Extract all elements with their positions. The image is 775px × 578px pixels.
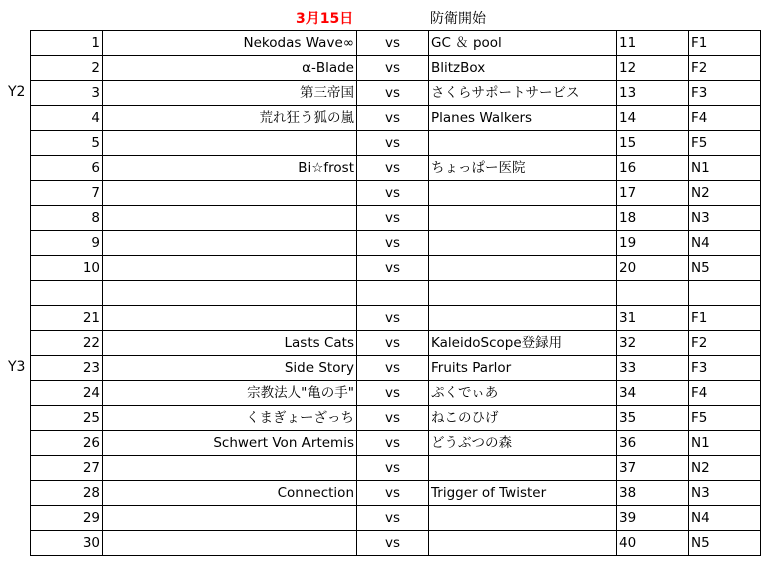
table-row: [31, 156, 761, 181]
cell-home[interactable]: [103, 131, 357, 156]
cell-away[interactable]: Trigger of Twister: [429, 481, 617, 506]
cell-away[interactable]: ちょっぱー医院: [429, 156, 617, 181]
cell-idx[interactable]: 25: [31, 406, 103, 431]
table-row: [31, 406, 761, 431]
cell-home[interactable]: [103, 206, 357, 231]
cell-num[interactable]: 33: [617, 356, 689, 381]
table-row: [31, 281, 761, 306]
match-table: [30, 30, 761, 556]
cell-idx[interactable]: 8: [31, 206, 103, 231]
cell-idx[interactable]: 9: [31, 231, 103, 256]
cell-home[interactable]: [103, 231, 357, 256]
cell-home[interactable]: 荒れ狂う狐の嵐: [103, 106, 357, 131]
schedule-note: 防衛開始: [430, 11, 486, 27]
cell-court[interactable]: F5: [689, 406, 761, 431]
group-label-y2: Y2: [8, 84, 26, 100]
cell-num[interactable]: 20: [617, 256, 689, 281]
table-row: [31, 481, 761, 506]
cell-idx[interactable]: 4: [31, 106, 103, 131]
cell-away[interactable]: ねこのひげ: [429, 406, 617, 431]
cell-away[interactable]: [429, 531, 617, 556]
cell-vs[interactable]: vs: [357, 131, 429, 156]
cell-court[interactable]: N4: [689, 506, 761, 531]
cell-court[interactable]: N1: [689, 156, 761, 181]
cell-num[interactable]: 18: [617, 206, 689, 231]
cell-court[interactable]: F4: [689, 106, 761, 131]
cell-away[interactable]: GC ＆ pool: [429, 31, 617, 56]
table-row: [31, 306, 761, 331]
cell-vs[interactable]: vs: [357, 381, 429, 406]
cell-home[interactable]: Nekodas Wave∞: [103, 31, 357, 56]
cell-vs[interactable]: vs: [357, 456, 429, 481]
cell-vs[interactable]: vs: [357, 306, 429, 331]
cell-home[interactable]: Schwert Von Artemis: [103, 431, 357, 456]
cell-away[interactable]: さくらサポートサービス: [429, 81, 617, 106]
cell-num[interactable]: 15: [617, 131, 689, 156]
cell-num[interactable]: 40: [617, 531, 689, 556]
cell-idx[interactable]: 6: [31, 156, 103, 181]
cell-away[interactable]: [429, 206, 617, 231]
cell-home[interactable]: Side Story: [103, 356, 357, 381]
cell-home[interactable]: [103, 281, 357, 306]
cell-idx[interactable]: 27: [31, 456, 103, 481]
cell-away[interactable]: KaleidoScope登録用: [429, 331, 617, 356]
cell-home[interactable]: [103, 306, 357, 331]
cell-idx[interactable]: 26: [31, 431, 103, 456]
cell-home[interactable]: [103, 506, 357, 531]
cell-vs[interactable]: vs: [357, 56, 429, 81]
cell-idx[interactable]: [31, 281, 103, 306]
cell-away[interactable]: [429, 456, 617, 481]
cell-vs[interactable]: vs: [357, 231, 429, 256]
cell-idx[interactable]: 23: [31, 356, 103, 381]
cell-vs[interactable]: vs: [357, 406, 429, 431]
cell-num[interactable]: 13: [617, 81, 689, 106]
cell-court[interactable]: N3: [689, 206, 761, 231]
cell-vs[interactable]: vs: [357, 506, 429, 531]
table-row: [31, 256, 761, 281]
cell-away[interactable]: Planes Walkers: [429, 106, 617, 131]
cell-away[interactable]: [429, 256, 617, 281]
cell-idx[interactable]: 5: [31, 131, 103, 156]
cell-vs[interactable]: vs: [357, 106, 429, 131]
cell-court[interactable]: N5: [689, 256, 761, 281]
cell-vs[interactable]: vs: [357, 331, 429, 356]
table-row: [31, 356, 761, 381]
cell-home[interactable]: 宗教法人"亀の手": [103, 381, 357, 406]
table-row: [31, 506, 761, 531]
cell-home[interactable]: くまぎょーざっち: [103, 406, 357, 431]
cell-home[interactable]: [103, 181, 357, 206]
cell-num[interactable]: 31: [617, 306, 689, 331]
table-row: [31, 331, 761, 356]
cell-home[interactable]: [103, 256, 357, 281]
cell-home[interactable]: 第三帝国: [103, 81, 357, 106]
cell-home[interactable]: Connection: [103, 481, 357, 506]
table-row: [31, 81, 761, 106]
cell-court[interactable]: N3: [689, 481, 761, 506]
cell-num[interactable]: 14: [617, 106, 689, 131]
cell-vs[interactable]: vs: [357, 156, 429, 181]
table-row: [31, 531, 761, 556]
cell-vs[interactable]: vs: [357, 531, 429, 556]
cell-away[interactable]: [429, 131, 617, 156]
cell-idx[interactable]: 29: [31, 506, 103, 531]
cell-away[interactable]: [429, 506, 617, 531]
schedule-date: 3月15日: [296, 11, 354, 27]
cell-court[interactable]: F3: [689, 81, 761, 106]
table-row: [31, 206, 761, 231]
cell-vs[interactable]: vs: [357, 356, 429, 381]
cell-vs[interactable]: vs: [357, 31, 429, 56]
cell-num[interactable]: 34: [617, 381, 689, 406]
cell-vs[interactable]: vs: [357, 481, 429, 506]
cell-court[interactable]: N5: [689, 531, 761, 556]
cell-idx[interactable]: 30: [31, 531, 103, 556]
cell-num[interactable]: 17: [617, 181, 689, 206]
cell-vs[interactable]: [357, 281, 429, 306]
cell-idx[interactable]: 22: [31, 331, 103, 356]
cell-num[interactable]: 11: [617, 31, 689, 56]
cell-away[interactable]: ぷくでぃあ: [429, 381, 617, 406]
cell-away[interactable]: BlitzBox: [429, 56, 617, 81]
cell-num[interactable]: [617, 281, 689, 306]
cell-court[interactable]: [689, 281, 761, 306]
cell-home[interactable]: α-Blade: [103, 56, 357, 81]
table-row: [31, 56, 761, 81]
table-row: [31, 456, 761, 481]
cell-idx[interactable]: 7: [31, 181, 103, 206]
cell-num[interactable]: 12: [617, 56, 689, 81]
cell-home[interactable]: Bi☆frost: [103, 156, 357, 181]
cell-num[interactable]: 19: [617, 231, 689, 256]
cell-home[interactable]: [103, 531, 357, 556]
cell-court[interactable]: N2: [689, 456, 761, 481]
table-row: [31, 31, 761, 56]
cell-idx[interactable]: 2: [31, 56, 103, 81]
cell-vs[interactable]: vs: [357, 181, 429, 206]
cell-num[interactable]: 16: [617, 156, 689, 181]
cell-home[interactable]: Lasts Cats: [103, 331, 357, 356]
cell-away[interactable]: [429, 231, 617, 256]
cell-court[interactable]: F3: [689, 356, 761, 381]
cell-num[interactable]: 35: [617, 406, 689, 431]
cell-court[interactable]: F5: [689, 131, 761, 156]
table-row: [31, 431, 761, 456]
cell-court[interactable]: F1: [689, 31, 761, 56]
cell-num[interactable]: 39: [617, 506, 689, 531]
cell-away[interactable]: [429, 306, 617, 331]
table-row: [31, 106, 761, 131]
cell-vs[interactable]: vs: [357, 256, 429, 281]
cell-court[interactable]: N4: [689, 231, 761, 256]
cell-away[interactable]: [429, 181, 617, 206]
cell-home[interactable]: [103, 456, 357, 481]
cell-vs[interactable]: vs: [357, 431, 429, 456]
table-row: [31, 181, 761, 206]
cell-court[interactable]: F4: [689, 381, 761, 406]
cell-idx[interactable]: 3: [31, 81, 103, 106]
cell-idx[interactable]: 1: [31, 31, 103, 56]
cell-away[interactable]: [429, 281, 617, 306]
cell-vs[interactable]: vs: [357, 81, 429, 106]
cell-court[interactable]: N2: [689, 181, 761, 206]
cell-idx[interactable]: 28: [31, 481, 103, 506]
table-row: [31, 231, 761, 256]
cell-idx[interactable]: 10: [31, 256, 103, 281]
cell-court[interactable]: N1: [689, 431, 761, 456]
cell-away[interactable]: どうぶつの森: [429, 431, 617, 456]
cell-court[interactable]: F2: [689, 331, 761, 356]
cell-num[interactable]: 32: [617, 331, 689, 356]
cell-num[interactable]: 37: [617, 456, 689, 481]
cell-court[interactable]: F1: [689, 306, 761, 331]
table-row: [31, 131, 761, 156]
cell-idx[interactable]: 24: [31, 381, 103, 406]
cell-idx[interactable]: 21: [31, 306, 103, 331]
table-row: [31, 381, 761, 406]
cell-num[interactable]: 36: [617, 431, 689, 456]
cell-vs[interactable]: vs: [357, 206, 429, 231]
cell-num[interactable]: 38: [617, 481, 689, 506]
cell-away[interactable]: Fruits Parlor: [429, 356, 617, 381]
cell-court[interactable]: F2: [689, 56, 761, 81]
group-label-y3: Y3: [8, 359, 26, 375]
